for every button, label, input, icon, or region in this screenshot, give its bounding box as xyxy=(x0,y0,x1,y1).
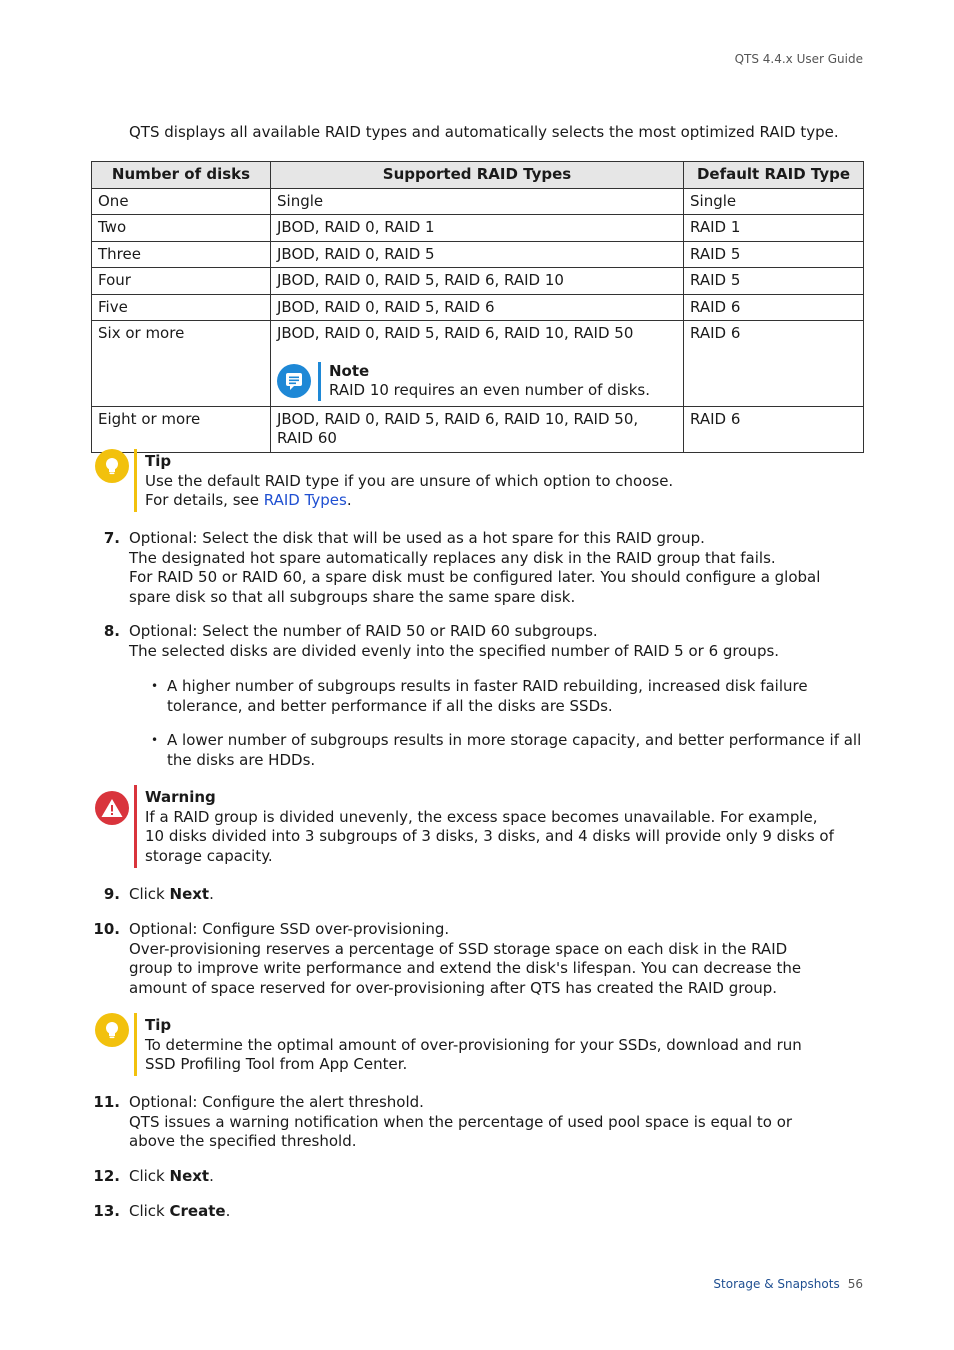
tip-bar xyxy=(134,449,137,512)
table-row xyxy=(92,241,864,268)
raid-types-table xyxy=(91,161,864,453)
bullet-dot: • xyxy=(151,733,159,747)
bullet-dot: • xyxy=(151,679,159,693)
table-cell: JBOD, RAID 0, RAID 5 xyxy=(271,241,684,268)
next-label: Next xyxy=(169,885,210,903)
table-cell: RAID 5 xyxy=(684,241,864,268)
table-cell: RAID 1 xyxy=(684,215,864,242)
step-text-suffix: . xyxy=(209,885,214,903)
step-text xyxy=(129,1202,864,1222)
table-cell: JBOD, RAID 0, RAID 5, RAID 6, RAID 10, RAID 50, RAID 60 xyxy=(271,406,684,452)
step-text: QTS issues a warning notification when the percentage of used pool space is equal to or above the specified threshold. xyxy=(129,1112,793,1150)
table-row xyxy=(92,188,864,215)
column-header: Number of disks xyxy=(92,162,271,189)
step-7 xyxy=(92,529,864,607)
table-cell: RAID 6 xyxy=(684,321,864,407)
column-header: Supported RAID Types xyxy=(271,162,684,189)
table-cell xyxy=(271,321,684,407)
note-icon xyxy=(277,364,311,398)
table-row xyxy=(92,268,864,295)
step-number: 11. xyxy=(93,1093,120,1111)
tip-callout xyxy=(95,1013,825,1076)
note-callout xyxy=(277,362,677,401)
table-cell: JBOD, RAID 0, RAID 5, RAID 6, RAID 10 xyxy=(271,268,684,295)
table-cell: Six or more xyxy=(92,321,271,407)
step-11 xyxy=(92,1093,864,1152)
table-row xyxy=(92,294,864,321)
warning-icon xyxy=(95,791,129,825)
table-cell: One xyxy=(92,188,271,215)
next-label: Next xyxy=(169,1167,210,1185)
tip-text-prefix: For details, see xyxy=(145,491,264,509)
step-text-prefix: Click xyxy=(129,1202,170,1220)
step-text xyxy=(129,1167,864,1187)
step-10 xyxy=(92,920,864,998)
tip-text xyxy=(145,491,673,511)
table-cell: RAID 6 xyxy=(684,406,864,452)
lightbulb-icon xyxy=(95,1013,129,1047)
table-cell-text: JBOD, RAID 0, RAID 5, RAID 6, RAID 10, RAID 50 xyxy=(277,324,634,342)
page-number: 56 xyxy=(847,1277,863,1291)
raid-types-link[interactable]: RAID Types xyxy=(263,491,347,509)
list-item xyxy=(151,731,864,770)
tip-bar xyxy=(134,1013,137,1076)
step-text: The selected disks are divided evenly into the specified number of RAID 5 or 6 groups. xyxy=(129,641,780,660)
tip-callout xyxy=(95,449,673,512)
step-8 xyxy=(92,622,864,661)
step-text-suffix: . xyxy=(209,1167,214,1185)
note-text: RAID 10 requires an even number of disks. xyxy=(329,381,650,399)
tip-text: To determine the optimal amount of over-provisioning for your SSDs, download and run SSD Profiling Tool from App Center. xyxy=(145,1035,802,1073)
note-bar xyxy=(318,362,321,401)
tip-title: Tip xyxy=(145,452,172,470)
table-row xyxy=(92,321,864,407)
table-cell: JBOD, RAID 0, RAID 5, RAID 6 xyxy=(271,294,684,321)
step-text: For RAID 50 or RAID 60, a spare disk must be configured later. You should configure a global spare disk so that all subgroups share the same spare disk. xyxy=(129,568,821,606)
table-cell: Four xyxy=(92,268,271,295)
step-13 xyxy=(92,1202,864,1222)
table-cell: JBOD, RAID 0, RAID 1 xyxy=(271,215,684,242)
table-cell: Five xyxy=(92,294,271,321)
table-cell: RAID 6 xyxy=(684,294,864,321)
step-number: 12. xyxy=(93,1167,120,1185)
table-cell: Two xyxy=(92,215,271,242)
note-title: Note xyxy=(329,361,370,380)
create-label: Create xyxy=(169,1202,226,1220)
bullet-text: A lower number of subgroups results in more storage capacity, and better performance if all the disks are HDDs. xyxy=(167,731,862,769)
step-number: 9. xyxy=(103,885,120,903)
list-item xyxy=(151,677,864,716)
step-text-prefix: Click xyxy=(129,885,170,903)
table-cell: Single xyxy=(684,188,864,215)
step-text-suffix: . xyxy=(225,1202,231,1220)
table-cell: Eight or more xyxy=(92,406,271,452)
step-text: Optional: Configure the alert threshold. xyxy=(129,1093,424,1111)
step-number: 7. xyxy=(103,529,120,547)
table-cell: RAID 5 xyxy=(684,268,864,295)
warning-text: If a RAID group is divided unevenly, the excess space becomes unavailable. For example, 10 disks divided into 3 subgroups of 3 disks, 3 disks, and 4 disks will provide only 9 disks of storage capacity. xyxy=(145,807,834,865)
step-12 xyxy=(92,1167,864,1187)
table-header-row xyxy=(92,162,864,189)
step-text-prefix: Click xyxy=(129,1167,170,1185)
step-text: Optional: Select the disk that will be used as a hot spare for this RAID group. xyxy=(129,529,705,547)
column-header: Default RAID Type xyxy=(684,162,864,189)
tip-text: Use the default RAID type if you are unsure of which option to choose. xyxy=(145,471,674,490)
page-header: QTS 4.4.x User Guide xyxy=(734,52,863,66)
warning-bar xyxy=(134,785,137,868)
step-number: 10. xyxy=(93,920,120,938)
lightbulb-icon xyxy=(95,449,129,483)
step-text: The designated hot spare automatically replaces any disk in the RAID group that fails. xyxy=(129,548,776,567)
footer-section: Storage & Snapshots xyxy=(713,1277,840,1291)
table-row xyxy=(92,215,864,242)
bullet-text: A higher number of subgroups results in faster RAID rebuilding, increased disk failure tolerance, and better performance if all the disks are SSDs. xyxy=(167,677,808,715)
step-number: 8. xyxy=(103,622,120,640)
step-number: 13. xyxy=(93,1202,120,1220)
warning-callout xyxy=(95,785,835,868)
step-text xyxy=(129,885,864,905)
intro-text: QTS displays all available RAID types and automatically selects the most optimized RAID type. xyxy=(129,123,839,141)
step-text: Over-provisioning reserves a percentage of SSD storage space on each disk in the RAID group to improve write performance and extend the disk's lifespan. You can decrease the amount of space reserved for over-provisioning after QTS has created the RAID group. xyxy=(129,939,802,997)
table-cell: Single xyxy=(271,188,684,215)
tip-title: Tip xyxy=(145,1016,172,1034)
step-text: Optional: Configure SSD over-provisioning. xyxy=(129,920,450,938)
warning-title: Warning xyxy=(145,788,216,806)
step-text: Optional: Select the number of RAID 50 or RAID 60 subgroups. xyxy=(129,622,598,640)
tip-text-suffix: . xyxy=(346,491,352,509)
table-row xyxy=(92,406,864,452)
page-footer xyxy=(713,1275,863,1295)
step-9 xyxy=(92,885,864,905)
table-cell: Three xyxy=(92,241,271,268)
